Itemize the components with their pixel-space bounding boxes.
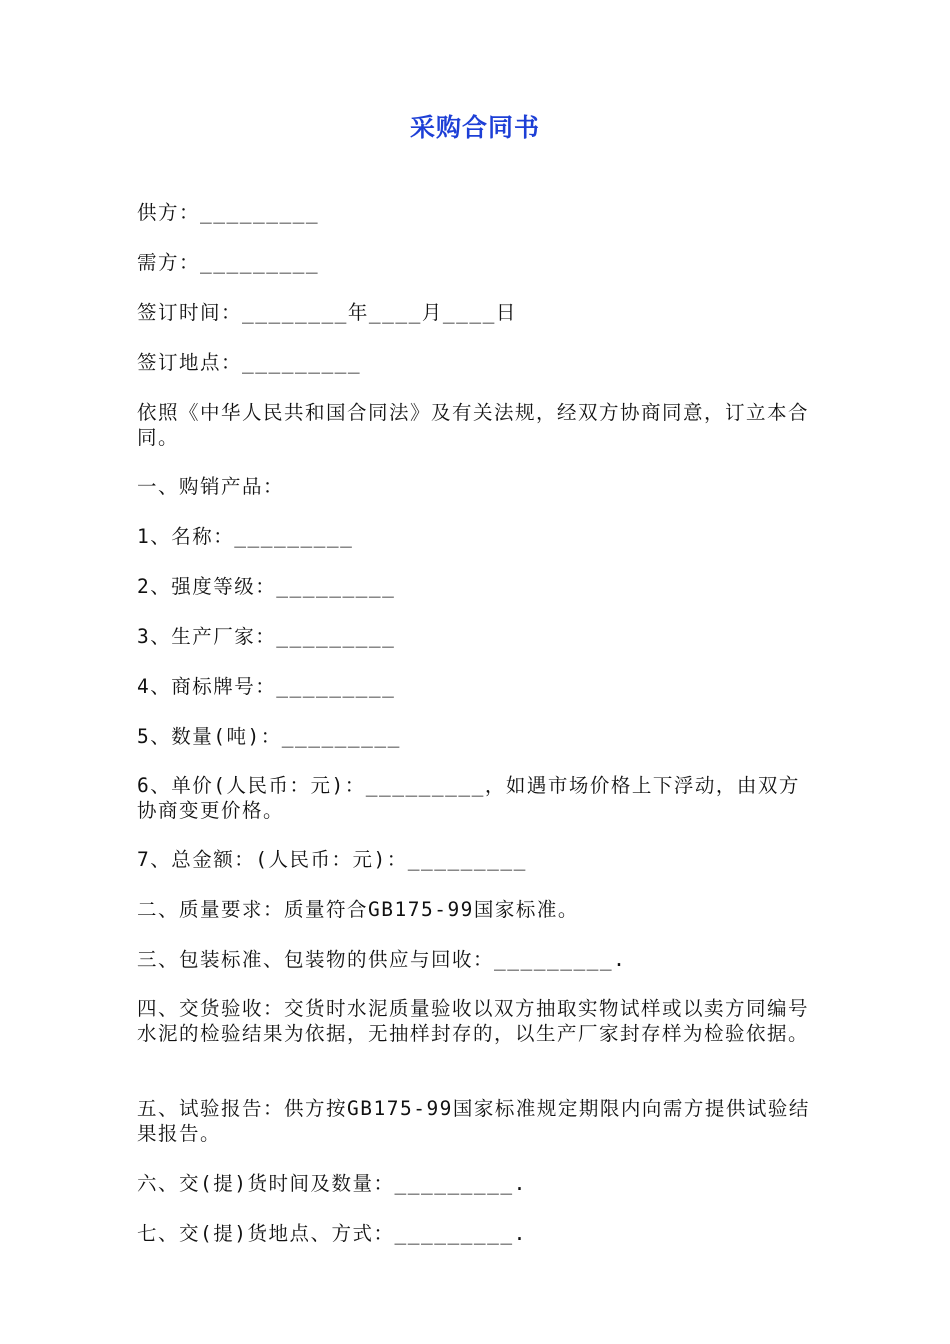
total-amount-line: 7、总金额：(人民币：元)：_________ bbox=[137, 848, 527, 871]
document-title: 采购合同书 bbox=[409, 113, 540, 142]
supplier-line: 供方：_________ bbox=[137, 201, 320, 224]
manufacturer-line: 3、生产厂家：_________ bbox=[137, 625, 396, 648]
strength-grade-line: 2、强度等级：_________ bbox=[137, 575, 396, 598]
packaging-line: 三、包装标准、包装物的供应与回收：_________. bbox=[137, 948, 627, 971]
signing-place-line: 签订地点：_________ bbox=[137, 351, 362, 374]
quality-requirement-line: 二、质量要求：质量符合GB175-99国家标准。 bbox=[137, 898, 579, 921]
buyer-line: 需方：_________ bbox=[137, 251, 320, 274]
trademark-line: 4、商标牌号：_________ bbox=[137, 675, 396, 698]
section-heading-products: 一、购销产品： bbox=[137, 475, 285, 498]
signing-date-line: 签订时间：________年____月____日 bbox=[137, 301, 517, 324]
test-report-paragraph: 五、试验报告：供方按GB175-99国家标准规定期限内向需方提供试验结果报告。 bbox=[137, 1097, 810, 1145]
delivery-inspection-paragraph: 四、交货验收：交货时水泥质量验收以双方抽取实物试样或以卖方同编号水泥的检验结果为依据，无抽样封存的，以生产厂家封存样为检验依据。 bbox=[137, 997, 810, 1045]
delivery-place-line: 七、交(提)货地点、方式：_________. bbox=[137, 1222, 527, 1245]
delivery-time-line: 六、交(提)货时间及数量：_________. bbox=[137, 1172, 527, 1195]
preamble-paragraph: 依照《中华人民共和国合同法》及有关法规，经双方协商同意，订立本合同。 bbox=[137, 401, 810, 449]
quantity-line: 5、数量(吨)：_________ bbox=[137, 725, 401, 748]
unit-price-paragraph: 6、单价(人民币：元)：_________，如遇市场价格上下浮动，由双方协商变更价格。 bbox=[137, 774, 800, 822]
product-name-line: 1、名称：_________ bbox=[137, 525, 354, 548]
